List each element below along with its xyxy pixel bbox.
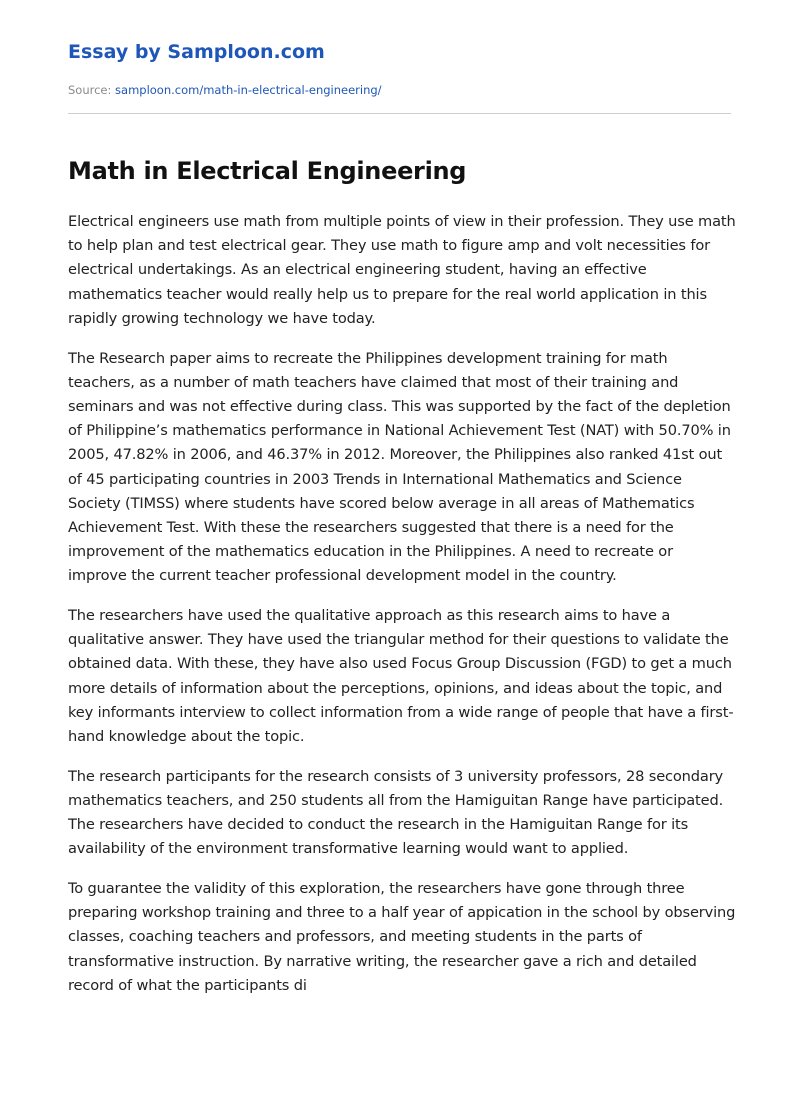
essay-title: Math in Electrical Engineering: [68, 157, 467, 185]
paragraph-4: The research participants for the research consists of 3 university professors, 28 secondary mathematics teachers, and 250 students all from the Hamiguitan Range have participated. The researchers have decided to conduct the research in the Hamiguitan Range for its availability of the environment transformative learning would want to applied.: [68, 767, 724, 858]
source-link[interactable]: samploon.com/math-in-electrical-engineering/: [115, 83, 382, 97]
site-brand[interactable]: Essay by Samploon.com: [68, 41, 325, 63]
paragraph-3: The researchers have used the qualitative approach as this research aims to have a qualitative answer. They have used the triangular method for their questions to validate the obtained data. With these, they have also used Focus Group Discussion (FGD) to get a much more details of information about the perceptions, opinions, and ideas about the topic, and key informants interview to collect information from a wide range of people that have a first-hand knowledge about the topic.: [68, 607, 734, 746]
source-line: [68, 83, 382, 97]
header-divider: [68, 113, 731, 114]
essay-body: [68, 210, 736, 1014]
paragraph-2: The Research paper aims to recreate the Philippines development training for math teachers, as a number of math teachers have claimed that most of their training and seminars and was not effective during class. This was supported by the fact of the depletion of Philippine’s mathematics performance in National Achievement Test (NAT) with 50.70% in 2005, 47.82% in 2006, and 46.37% in 2012. Moreover, the Philippines also ranked 41st out of 45 participating countries in 2003 Trends in International Mathematics and Science Society (TIMSS) where students have scored below average in all areas of Mathematics Achievement Test. With these the researchers suggested that there is a need for the improvement of the mathematics education in the Philippines. A need to recreate or improve the current teacher professional development model in the country.: [68, 349, 731, 585]
paragraph-1: Electrical engineers use math from multiple points of view in their profession. They use math to help plan and test electrical gear. They use math to figure amp and volt necessities for electrical undertakings. As an electrical engineering student, having an effective mathematics teacher would really help us to prepare for the real world application in this rapidly growing technology we have today.: [68, 213, 736, 327]
paragraph-5: To guarantee the validity of this exploration, the researchers have gone through three preparing workshop training and three to a half year of appication in the school by observing classes, coaching teachers and professors, and meeting students in the parts of transformative instruction. By narrative writing, the researcher gave a rich and detailed record of what the participants di: [68, 880, 736, 994]
source-label: Source:: [68, 83, 112, 97]
